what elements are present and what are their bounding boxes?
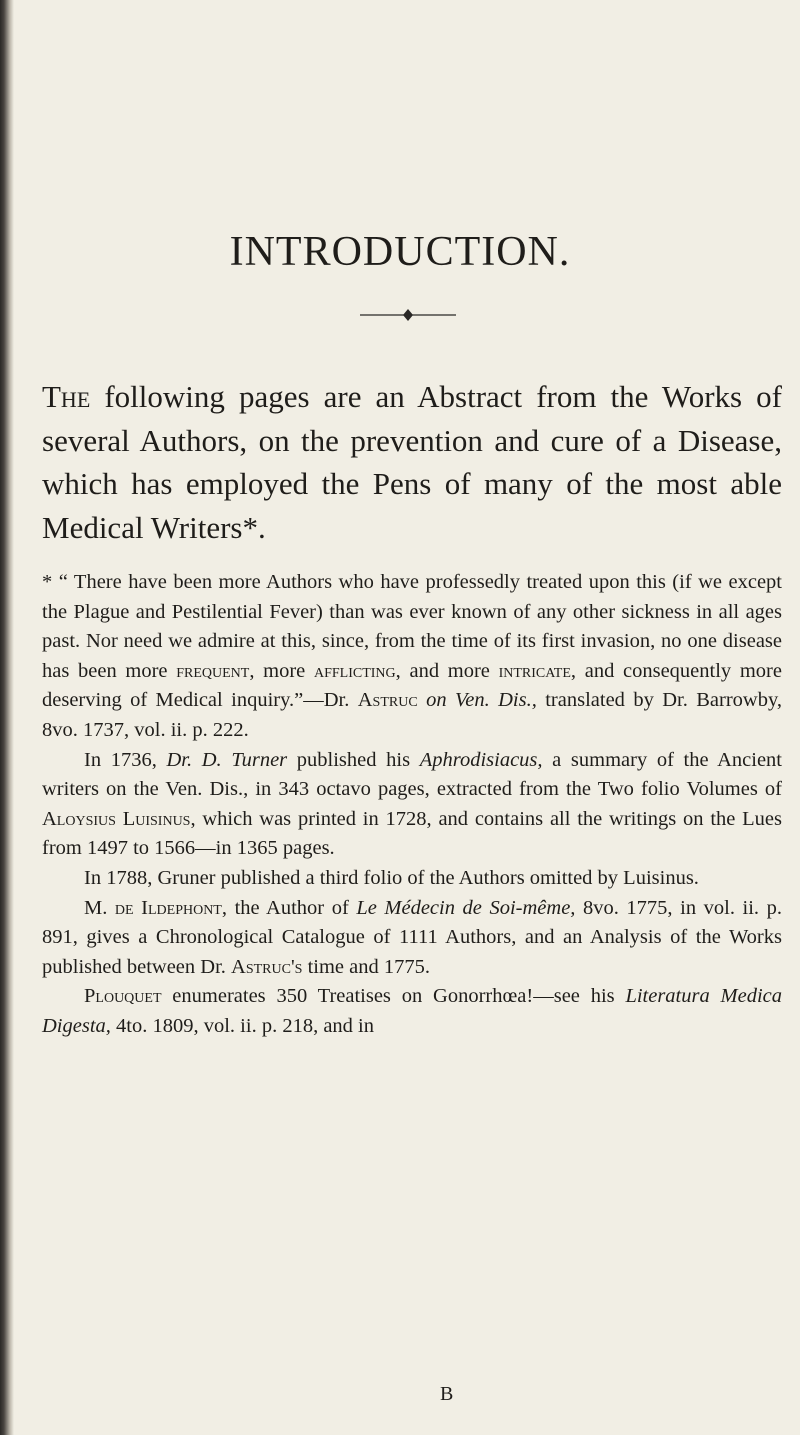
note-text: 8vo. 1775, in vol. ii. p. 891, gives a Chronological Catalogue of 1111 Authors, and an Analysis of the Works published between Dr. — [42, 896, 782, 978]
note-italic: on Ven. Dis., — [426, 689, 537, 712]
note-text: the Author of — [227, 896, 357, 919]
note-smallcaps: frequent, — [176, 659, 255, 682]
note-smallcaps: intricate, — [498, 659, 577, 682]
signature-mark: B — [440, 1383, 454, 1405]
footnote-astruc — [42, 568, 782, 746]
note-text: * “ There have been more Authors who have professedly treated upon this (if we except the Plague and Pestilential Fever) than was ever known of any other sickness in all ages past. Nor need we admire at this, since, from the time of its first invasion, no one disease has been more — [42, 571, 782, 682]
note-text: published his — [287, 748, 420, 771]
binding-edge — [0, 0, 14, 1435]
introduction-text: following pages are an Abstract from the Works of several Authors, on the prevention and cure of a Disease, which has employed the Pens of many of the most able Medical Writers*. — [42, 379, 782, 545]
note-smallcaps: Astruc — [357, 689, 418, 712]
paragraph-gruner: In 1788, Gruner published a third folio of the Authors omitted by Luisinus. — [84, 866, 699, 889]
paragraph-turner — [42, 746, 782, 864]
note-text: a summary of the Ancient writers on the Ven. Dis., in 343 octavo pages, extracted from the Two folio Volumes of — [42, 748, 782, 801]
note-smallcaps: de Ildephont, — [114, 896, 227, 919]
note-italic: Le Médecin de Soi-même, — [356, 896, 576, 919]
note-text: more — [254, 659, 314, 682]
note-smallcaps: afflicting, — [313, 659, 401, 682]
note-text: and more — [400, 659, 499, 682]
note-italic: Literatura Medica Digesta, — [42, 985, 783, 1037]
note-text: M. — [84, 896, 115, 919]
note-text — [418, 689, 426, 711]
page-title: INTRODUCTION. — [229, 229, 571, 275]
introduction-paragraph — [42, 375, 782, 549]
note-text: 4to. 1809, vol. ii. p. 218, and in — [110, 1014, 374, 1037]
paragraph-plouquet — [42, 982, 782, 1041]
paragraph-ildephont — [42, 894, 782, 983]
note-italic: Aphrodisiacus, — [419, 748, 543, 771]
note-smallcaps: Plouquet — [84, 985, 162, 1008]
note-smallcaps: Astruc's — [231, 955, 303, 978]
note-text: enumerates 350 Treatises on Gonorrhœa!—see his — [161, 985, 626, 1008]
note-text: translated by Dr. Barrowby, 8vo. 1737, vol. ii. p. 222. — [42, 689, 783, 741]
note-text: In 1736, — [84, 748, 167, 771]
footnotes — [42, 568, 782, 1042]
note-text: time and 1775. — [302, 955, 430, 978]
note-text: which was printed in 1728, and contains all the writings on the Lues from 1497 to 1566—in 1365 pages. — [42, 807, 783, 860]
note-smallcaps: Aloysius Luisinus, — [42, 807, 196, 830]
lead-word: The — [42, 379, 91, 414]
note-text: and consequently more deserving of Medical inquiry.”—Dr. — [42, 659, 782, 712]
note-italic: Dr. D. Turner — [166, 748, 288, 771]
diamond-rule-ornament — [360, 308, 456, 322]
